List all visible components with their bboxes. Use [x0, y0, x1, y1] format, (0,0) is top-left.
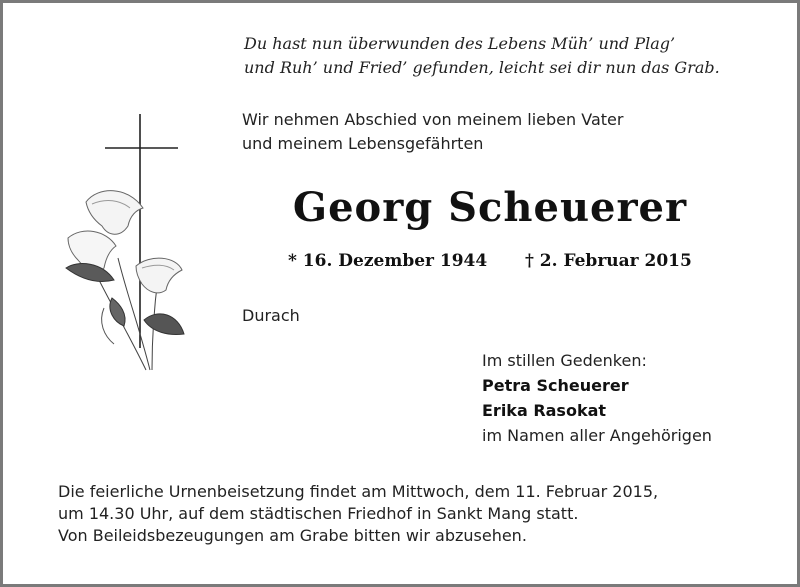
funeral-notice — [58, 481, 658, 547]
farewell-intro — [242, 108, 623, 156]
deceased-name: Georg Scheuerer — [292, 184, 688, 231]
cross-and-lilies-illustration — [58, 108, 198, 378]
mourners-closing: im Namen aller Angehörigen — [482, 426, 712, 445]
poem-line-1: Du hast nun überwunden des Lebens Müh’ und Plag’ — [244, 34, 676, 53]
footer-line-2: um 14.30 Uhr, auf dem städtischen Friedhof in Sankt Mang statt. — [58, 504, 579, 523]
poem-line-2: und Ruh’ und Fried’ gefunden, leicht sei dir nun das Grab. — [244, 58, 720, 77]
birth-date: * 16. Dezember 1944 — [288, 251, 488, 271]
mourners-heading: Im stillen Gedenken: — [482, 351, 647, 370]
mourner-name: Petra Scheuerer — [482, 376, 629, 395]
place-of-residence: Durach — [242, 306, 300, 325]
poem-verse — [244, 32, 720, 80]
death-date: † 2. Februar 2015 — [525, 251, 692, 271]
intro-line-1: Wir nehmen Abschied von meinem lieben Vater — [242, 110, 624, 129]
footer-line-3: Von Beileidsbezeugungen am Grabe bitten wir abzusehen. — [58, 526, 527, 545]
mourner-name: Erika Rasokat — [482, 401, 607, 420]
intro-line-2: und meinem Lebensgefährten — [242, 134, 484, 153]
mourners-block — [482, 348, 712, 448]
footer-line-1: Die feierliche Urnenbeisetzung findet am Mittwoch, dem 11. Februar 2015, — [58, 482, 659, 501]
